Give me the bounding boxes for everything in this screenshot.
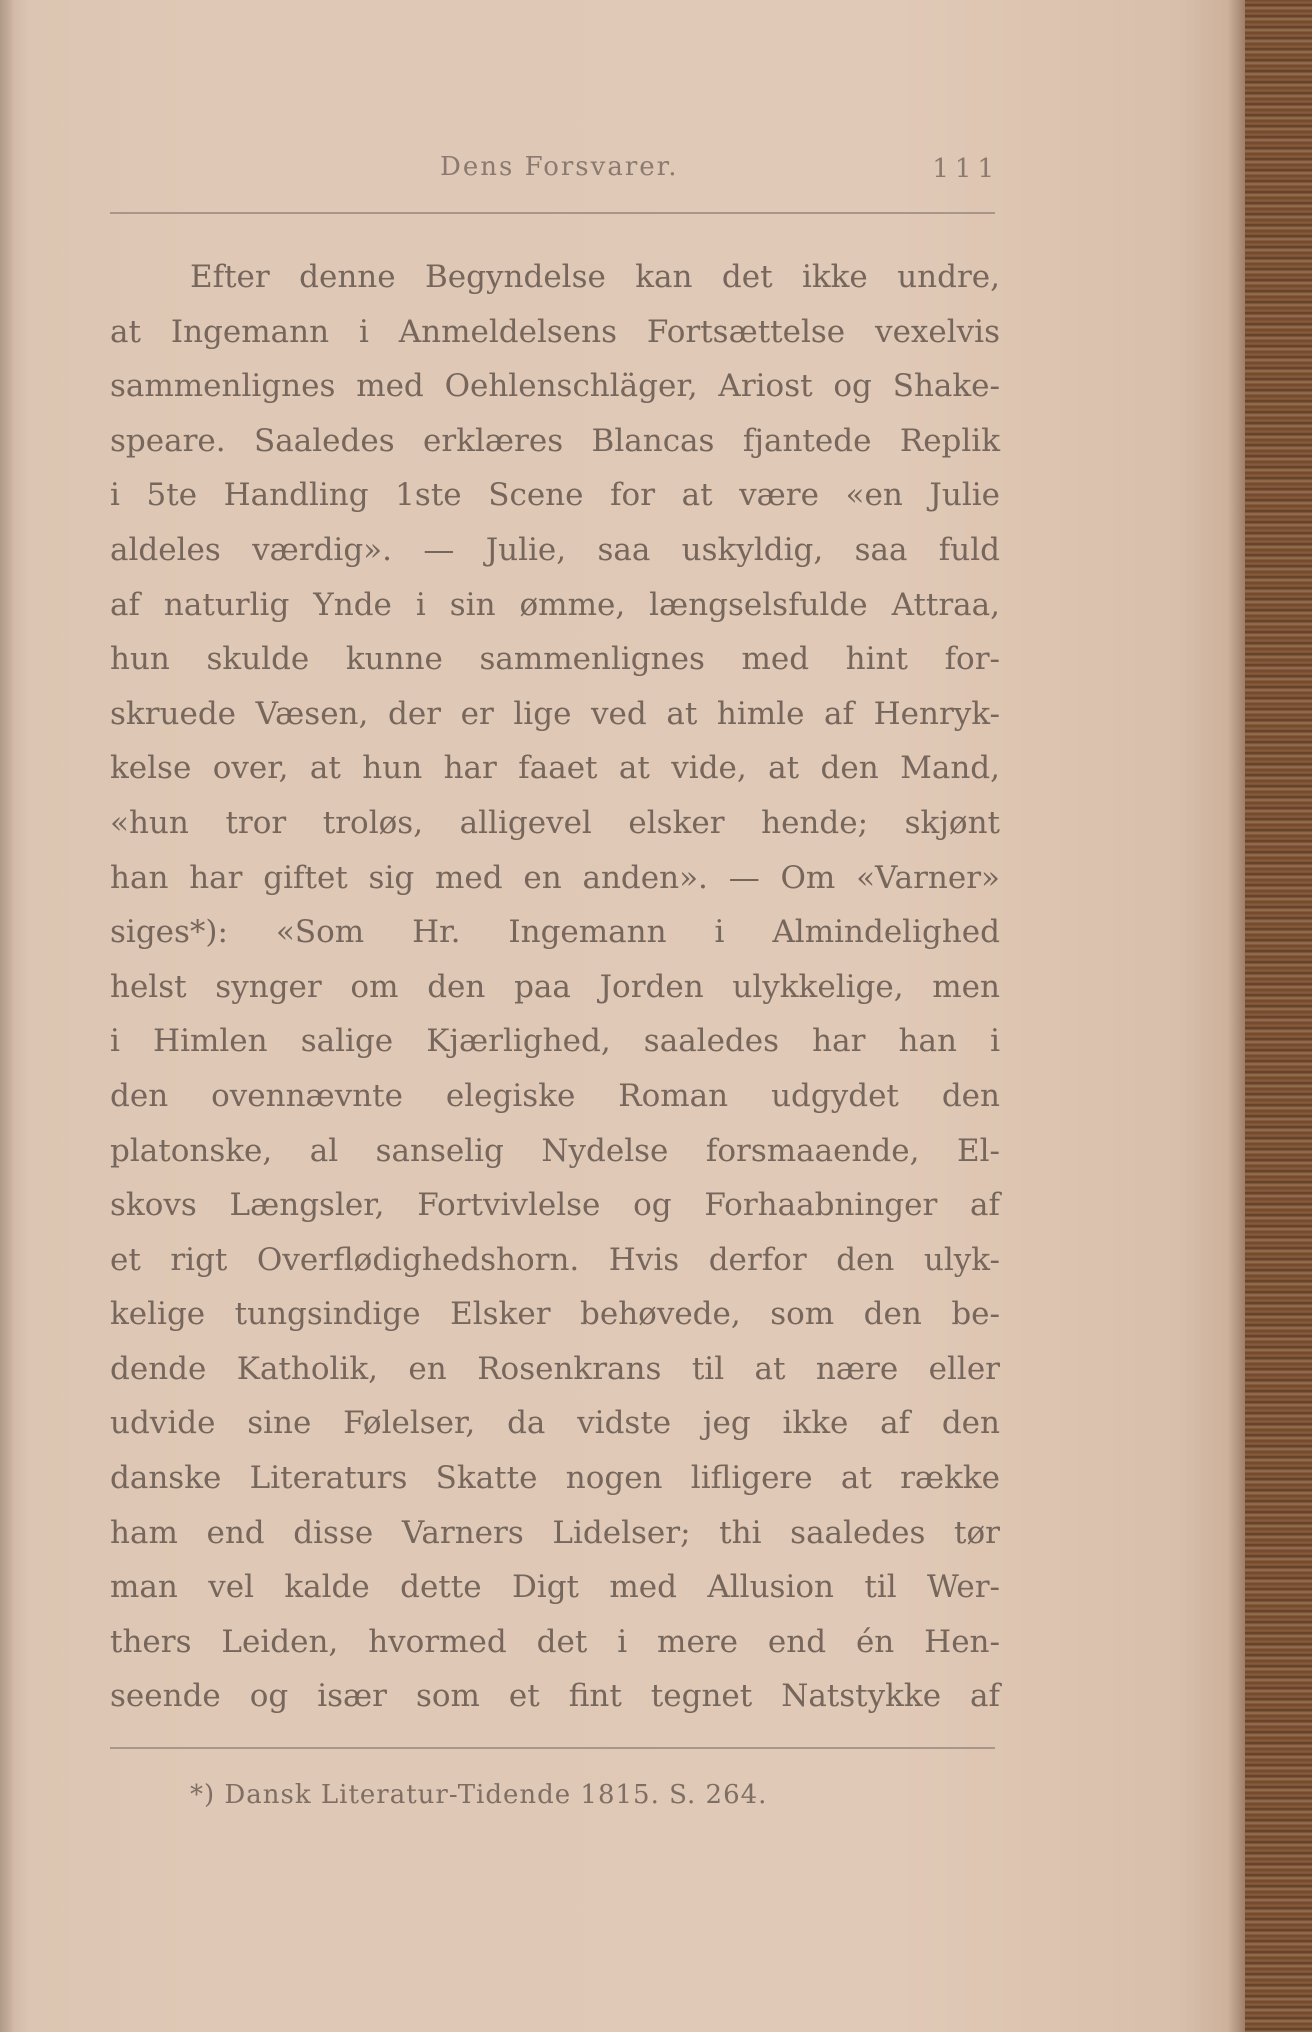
text-line: skruede Væsen, der er lige ved at himle af Henryk- <box>110 695 1000 732</box>
text-line: thers Leiden, hvormed det i mere end én Hen- <box>110 1623 1000 1660</box>
text-line: Efter denne Begyndelse kan det ikke undre, <box>190 259 1000 295</box>
text-line: helst synger om den paa Jorden ulykkelige, men <box>110 968 1000 1005</box>
text-line: platonske, al sanselig Nydelse forsmaaende, El- <box>110 1132 1000 1169</box>
text-line: i 5te Handling 1ste Scene for at være «en Julie <box>110 477 1000 514</box>
text-line: sammenlignes med Oehlenschläger, Ariost og Shake- <box>110 368 1000 405</box>
text-line: «hun tror troløs, alligevel elsker hende; skjønt <box>110 804 1000 841</box>
text-line: kelse over, at hun har faaet at vide, at den Mand, <box>110 750 1000 787</box>
book-fore-edge <box>1245 0 1312 2032</box>
text-line: kelige tungsindige Elsker behøvede, som den be- <box>110 1296 1000 1333</box>
text-line: den ovennævnte elegiske Roman udgydet den <box>110 1077 1000 1114</box>
text-line: af naturlig Ynde i sin ømme, længselsfulde Attraa, <box>110 586 1000 623</box>
text-line: siges*): «Som Hr. Ingemann i Almindelighed <box>110 914 1000 951</box>
body-text <box>110 250 1000 1724</box>
running-head: Dens Forsvarer. <box>440 152 679 182</box>
text-line: dende Katholik, en Rosenkrans til at nære eller <box>110 1350 1000 1387</box>
text-line: speare. Saaledes erklæres Blancas fjantede Replik <box>110 422 1000 459</box>
footnote: *) Dansk Literatur-Tidende 1815. S. 264. <box>190 1780 768 1810</box>
text-line: hun skulde kunne sammenlignes med hint for- <box>110 641 1000 678</box>
text-line: et rigt Overflødighedshorn. Hvis derfor den ulyk- <box>110 1241 1000 1278</box>
text-line: ham end disse Varners Lidelser; thi saaledes tør <box>110 1514 1000 1551</box>
page-number: 111 <box>932 154 1000 184</box>
page-header <box>110 152 1000 192</box>
text-line: aldeles værdig». — Julie, saa uskyldig, saa fuld <box>110 531 1000 568</box>
text-line: at Ingemann i Anmeldelsens Fortsættelse vexelvis <box>110 313 1000 350</box>
header-rule <box>110 212 995 214</box>
text-line: i Himlen salige Kjærlighed, saaledes har han i <box>110 1023 1000 1060</box>
footnote-rule <box>110 1747 995 1749</box>
text-line: udvide sine Følelser, da vidste jeg ikke af den <box>110 1405 1000 1442</box>
text-line: man vel kalde dette Digt med Allusion til Wer- <box>110 1569 1000 1606</box>
text-line: skovs Længsler, Fortvivlelse og Forhaabninger af <box>110 1187 1000 1224</box>
text-line: danske Literaturs Skatte nogen lifligere at række <box>110 1460 1000 1497</box>
gutter-shadow <box>0 0 14 2032</box>
text-line: han har giftet sig med en anden». — Om «Varner» <box>110 859 1000 896</box>
text-line: seende og især som et fint tegnet Natstykke af <box>110 1678 1000 1715</box>
